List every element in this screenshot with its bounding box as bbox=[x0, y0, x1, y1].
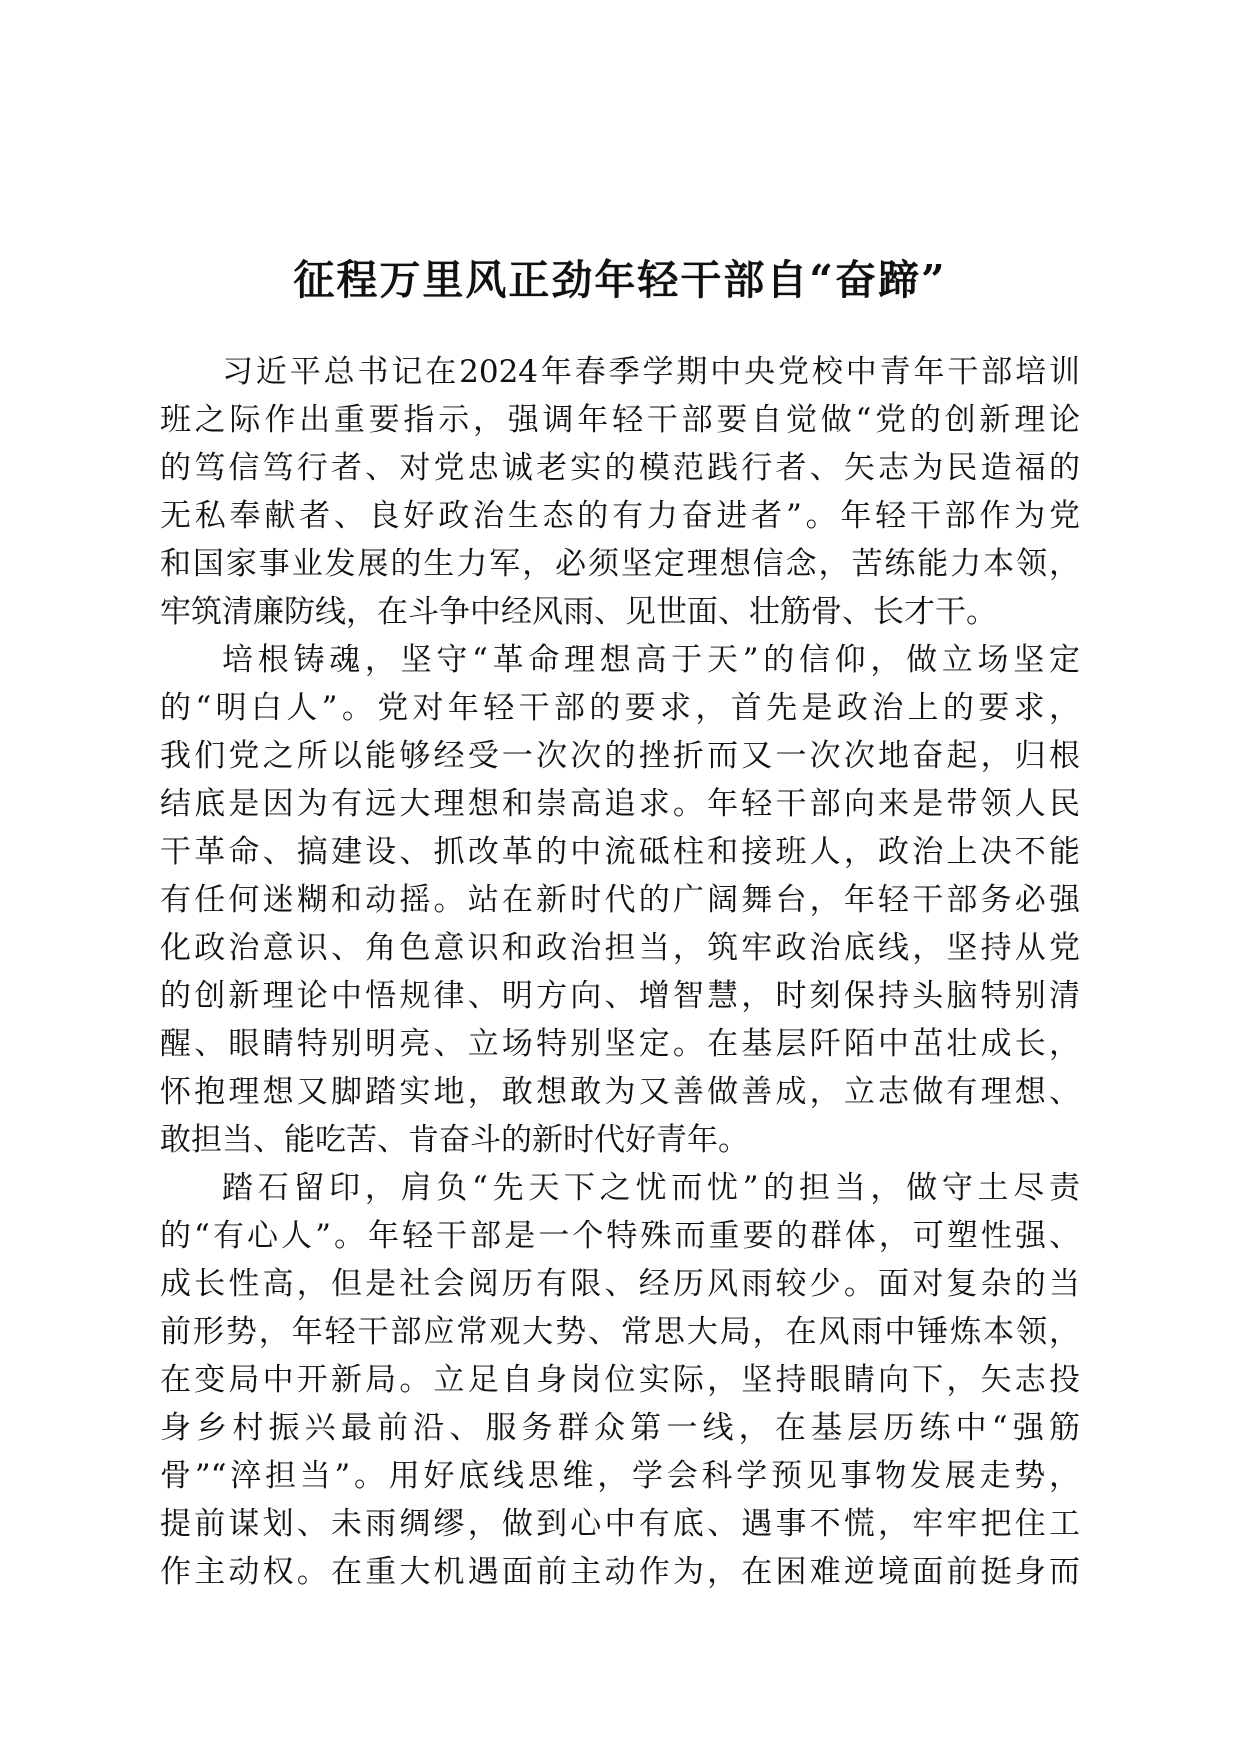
paragraph-line: 醒、眼睛特别明亮、立场特别坚定。在基层阡陌中茁壮成长， bbox=[160, 1026, 1080, 1062]
paragraph-line: 成长性高，但是社会阅历有限、经历风雨较少。面对复杂的当 bbox=[160, 1266, 1080, 1302]
paragraph-line: 身乡村振兴最前沿、服务群众第一线，在基层历练中“强筋 bbox=[160, 1410, 1080, 1446]
paragraph-line: 的创新理论中悟规律、明方向、增智慧，时刻保持头脑特别清 bbox=[160, 978, 1080, 1014]
paragraph-line: 化政治意识、角色意识和政治担当，筑牢政治底线，坚持从党 bbox=[160, 930, 1080, 966]
paragraph-line: 的笃信笃行者、对党忠诚老实的模范践行者、矢志为民造福的 bbox=[160, 450, 1080, 486]
paragraph-line: 班之际作出重要指示，强调年轻干部要自觉做“党的创新理论 bbox=[160, 402, 1080, 438]
paragraph-line: 前形势，年轻干部应常观大势、常思大局，在风雨中锤炼本领， bbox=[160, 1314, 1080, 1350]
paragraph-line: 提前谋划、未雨绸缪，做到心中有底、遇事不慌，牢牢把住工 bbox=[160, 1506, 1080, 1542]
paragraph-line: 培根铸魂，坚守“革命理想高于天”的信仰，做立场坚定 bbox=[222, 642, 1080, 678]
paragraph-line: 和国家事业发展的生力军，必须坚定理想信念，苦练能力本领， bbox=[160, 546, 1080, 582]
paragraph-line: 敢担当、能吃苦、肯奋斗的新时代好青年。 bbox=[160, 1122, 749, 1158]
paragraph-line: 无私奉献者、良好政治生态的有力奋进者”。年轻干部作为党 bbox=[160, 498, 1080, 534]
paragraph-line: 牢筑清廉防线，在斗争中经风雨、见世面、壮筋骨、长才干。 bbox=[160, 594, 997, 630]
paragraph-line: 的“明白人”。党对年轻干部的要求，首先是政治上的要求， bbox=[160, 690, 1080, 726]
document-title: 征程万里风正劲年轻干部自“奋蹄” bbox=[293, 256, 947, 304]
paragraph-line: 在变局中开新局。立足自身岗位实际，坚持眼睛向下，矢志投 bbox=[160, 1362, 1080, 1398]
paragraph-line: 我们党之所以能够经受一次次的挫折而又一次次地奋起，归根 bbox=[160, 738, 1080, 774]
paragraph-line: 怀抱理想又脚踏实地，敢想敢为又善做善成，立志做有理想、 bbox=[160, 1074, 1080, 1110]
paragraph-line: 结底是因为有远大理想和崇高追求。年轻干部向来是带领人民 bbox=[160, 786, 1080, 822]
paragraph-line: 有任何迷糊和动摇。站在新时代的广阔舞台，年轻干部务必强 bbox=[160, 882, 1080, 918]
paragraph-line: 习近平总书记在2024年春季学期中央党校中青年干部培训 bbox=[222, 354, 1080, 390]
paragraph-line: 作主动权。在重大机遇面前主动作为，在困难逆境面前挺身而 bbox=[160, 1554, 1080, 1590]
paragraph-line: 干革命、搞建设、抓改革的中流砥柱和接班人，政治上决不能 bbox=[160, 834, 1080, 870]
paragraph-line: 骨”“淬担当”。用好底线思维，学会科学预见事物发展走势， bbox=[160, 1458, 1080, 1494]
paragraph-line: 踏石留印，肩负“先天下之忧而忧”的担当，做守土尽责 bbox=[222, 1170, 1080, 1206]
paragraph-line: 的“有心人”。年轻干部是一个特殊而重要的群体，可塑性强、 bbox=[160, 1218, 1080, 1254]
